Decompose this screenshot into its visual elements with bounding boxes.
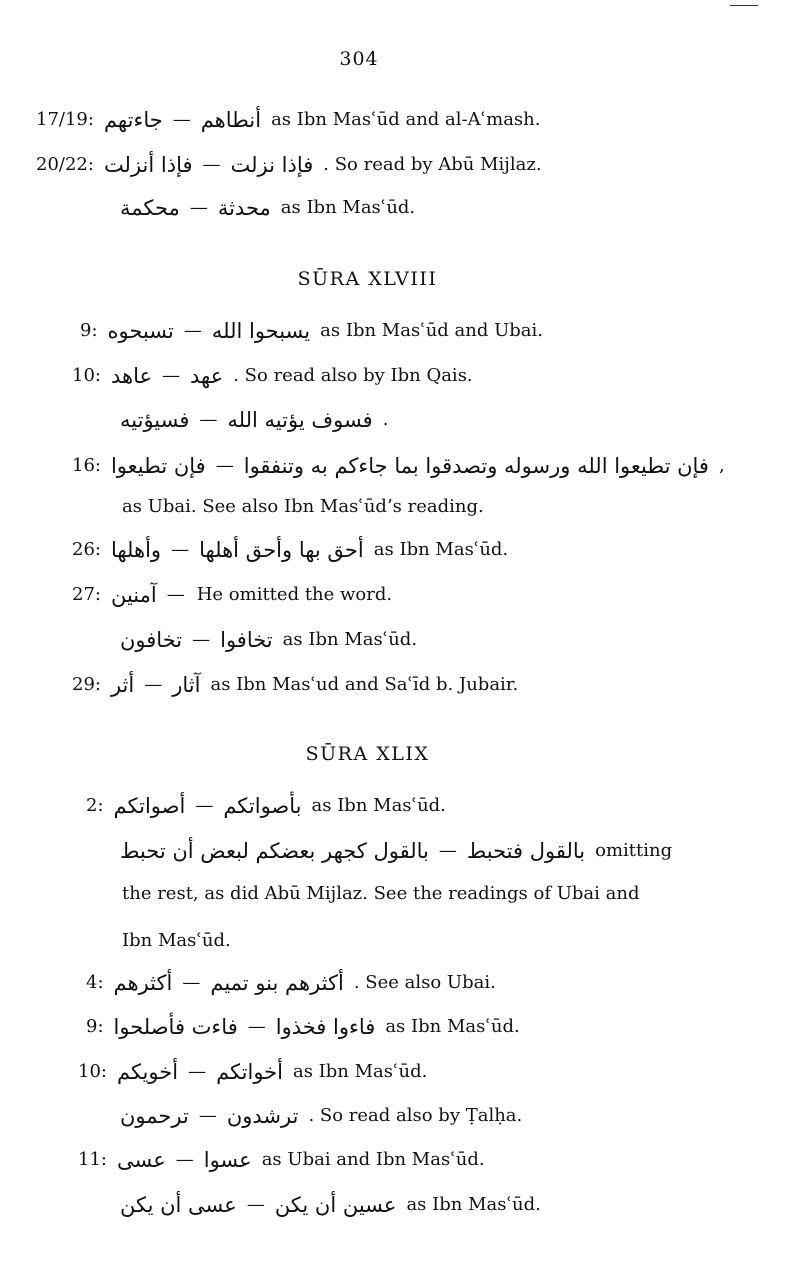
entry-49-4 — [86, 965, 496, 1001]
arabic-reading: فإن تطيعوا — [110, 454, 206, 478]
dash: — — [247, 1016, 266, 1037]
note-text: as Ubai and Ibn Masʿūd. — [261, 1149, 485, 1170]
corner-mark — [730, 0, 758, 6]
arabic-reading: فاءت فأصلحوا — [113, 1015, 238, 1039]
arabic-reading: ترحمون — [120, 1104, 189, 1128]
note-text: . So read by Abū Mijlaz. — [323, 154, 542, 175]
note-text: as Ibn Masʿūd and al-Aʿmash. — [271, 109, 541, 130]
entry-49-11 — [78, 1142, 485, 1178]
entry-48-16 — [72, 448, 725, 484]
arabic-variant: فسوف يؤتيه الله — [227, 408, 373, 432]
entry-49-10 — [78, 1054, 427, 1090]
verse-number: 27: — [72, 584, 101, 605]
entry-48-26 — [72, 532, 508, 568]
dash: — — [195, 795, 214, 816]
arabic-variant: فإن تطيعوا الله ورسوله وتصدقوا بما جاءكم به وتنفقوا — [243, 454, 709, 478]
entry-49-2-cont2: Ibn Masʿūd. — [122, 930, 231, 951]
arabic-reading: عسى أن يكن — [120, 1193, 237, 1217]
entry-48-9 — [80, 313, 543, 349]
verse-number: 10: — [78, 1061, 107, 1082]
note-text: as Ibn Masʿud and Saʿīd b. Jubair. — [210, 674, 519, 695]
dash: — — [188, 1061, 207, 1082]
note-text: as Ibn Masʿūd and Ubai. — [320, 320, 544, 341]
arabic-reading: تسبحوه — [107, 319, 174, 343]
note-text: , — [718, 455, 725, 476]
entry-49-10-cont — [116, 1098, 522, 1134]
arabic-reading: فإذا أنزلت — [103, 153, 193, 177]
dash: — — [438, 840, 457, 861]
arabic-variant: تخافوا — [220, 628, 273, 652]
arabic-reading: جاءتهم — [103, 108, 163, 132]
verse-number: 11: — [78, 1149, 107, 1170]
arabic-variant: أحق بها وأحق أهلها — [199, 538, 364, 562]
arabic-reading: أصواتكم — [113, 794, 186, 818]
dash: — — [183, 320, 202, 341]
note-text: He omitted the word. — [196, 584, 393, 605]
note-text: as Ibn Masʿūd. — [311, 795, 446, 816]
note-text: as Ibn Masʿūd. — [406, 1194, 541, 1215]
dash: — — [162, 365, 180, 386]
entry-48-16-cont: as Ubai. See also Ibn Masʿūd’s reading. — [122, 496, 484, 517]
arabic-variant: آثار — [172, 673, 201, 697]
verse-number: 29: — [72, 674, 101, 695]
arabic-variant: عسوا — [203, 1148, 252, 1172]
dash: — — [215, 455, 234, 476]
sura-heading-49: SŪRA XLIX — [305, 743, 430, 765]
dash: — — [192, 629, 211, 650]
note-text: omitting — [595, 840, 673, 861]
note-text: . So read also by Ibn Qais. — [233, 365, 473, 386]
entry-49-2 — [86, 788, 446, 824]
arabic-variant: يسبحوا الله — [211, 319, 311, 343]
dash: — — [202, 154, 221, 175]
verse-number: 9: — [80, 320, 98, 341]
entry-49-9 — [86, 1009, 520, 1045]
arabic-reading: تخافون — [120, 628, 183, 652]
verse-number: 26: — [72, 539, 101, 560]
entry-49-11-cont — [116, 1187, 541, 1223]
dash: — — [199, 409, 218, 430]
arabic-reading: آمنين — [110, 583, 157, 607]
dash: — — [189, 197, 208, 218]
note-text: . See also Ubai. — [353, 972, 496, 993]
entry-48-10 — [72, 358, 473, 394]
arabic-variant: أكثرهم بنو تميم — [210, 971, 344, 995]
note-text: . — [382, 409, 389, 430]
note-text: as Ibn Masʿūd. — [282, 629, 418, 650]
dash: — — [144, 674, 163, 695]
verse-number: 2: — [86, 795, 104, 816]
arabic-reading: أكثرهم — [113, 971, 173, 995]
page-number: 304 — [339, 48, 379, 70]
note-text: . So read also by Ṭalḥa. — [308, 1105, 523, 1126]
arabic-reading: محكمة — [120, 196, 180, 220]
verse-number: 4: — [86, 972, 104, 993]
dash: — — [182, 972, 201, 993]
arabic-variant: أخواتكم — [216, 1060, 283, 1084]
entry-49-2-b — [116, 833, 672, 869]
arabic-variant: عسين أن يكن — [274, 1193, 397, 1217]
arabic-reading: وأهلها — [110, 538, 162, 562]
arabic-variant: أنطاهم — [200, 108, 262, 132]
note-text: as Ibn Masʿūd. — [385, 1016, 520, 1037]
arabic-variant: بالقول فتحبط — [466, 839, 586, 863]
verse-number: 17/19: — [36, 109, 94, 130]
arabic-variant: فاءوا فخذوا — [275, 1015, 376, 1039]
arabic-variant: محدثة — [217, 196, 271, 220]
arabic-variant: بأصواتكم — [223, 794, 302, 818]
entry-20-22 — [36, 147, 542, 183]
arabic-reading: عاهد — [110, 364, 152, 388]
entry-20-22-cont — [116, 190, 415, 226]
dash: — — [172, 109, 191, 130]
entry-48-10-cont — [116, 402, 388, 438]
entry-49-2-cont1: the rest, as did Abū Mijlaz. See the readings of Ubai and — [122, 883, 640, 904]
dash: — — [166, 584, 185, 605]
note-text: as Ibn Masʿūd. — [292, 1061, 428, 1082]
verse-number: 16: — [72, 455, 101, 476]
dash: — — [175, 1149, 194, 1170]
dash: — — [171, 539, 190, 560]
entry-48-27 — [72, 577, 392, 613]
arabic-reading: أخويكم — [116, 1060, 179, 1084]
verse-number: 10: — [72, 365, 101, 386]
arabic-reading: فسيؤتيه — [120, 408, 190, 432]
dash: — — [246, 1194, 265, 1215]
arabic-variant: فإذا نزلت — [230, 153, 314, 177]
entry-48-27-cont — [116, 622, 417, 658]
arabic-reading: أثر — [110, 673, 135, 697]
arabic-variant: ترشدون — [226, 1104, 299, 1128]
arabic-reading: بالقول كجهر بعضكم لبعض أن تحبط — [120, 839, 429, 863]
arabic-reading: عسى — [116, 1148, 166, 1172]
verse-number: 20/22: — [36, 154, 94, 175]
dash: — — [198, 1105, 217, 1126]
entry-17-19 — [36, 102, 540, 138]
arabic-variant: عهد — [190, 364, 224, 388]
verse-number: 9: — [86, 1016, 104, 1037]
entry-48-29 — [72, 667, 518, 703]
note-text: as Ibn Masʿūd. — [373, 539, 509, 560]
note-text: as Ibn Masʿūd. — [280, 197, 416, 218]
sura-heading-48: SŪRA XLVIII — [297, 268, 438, 290]
